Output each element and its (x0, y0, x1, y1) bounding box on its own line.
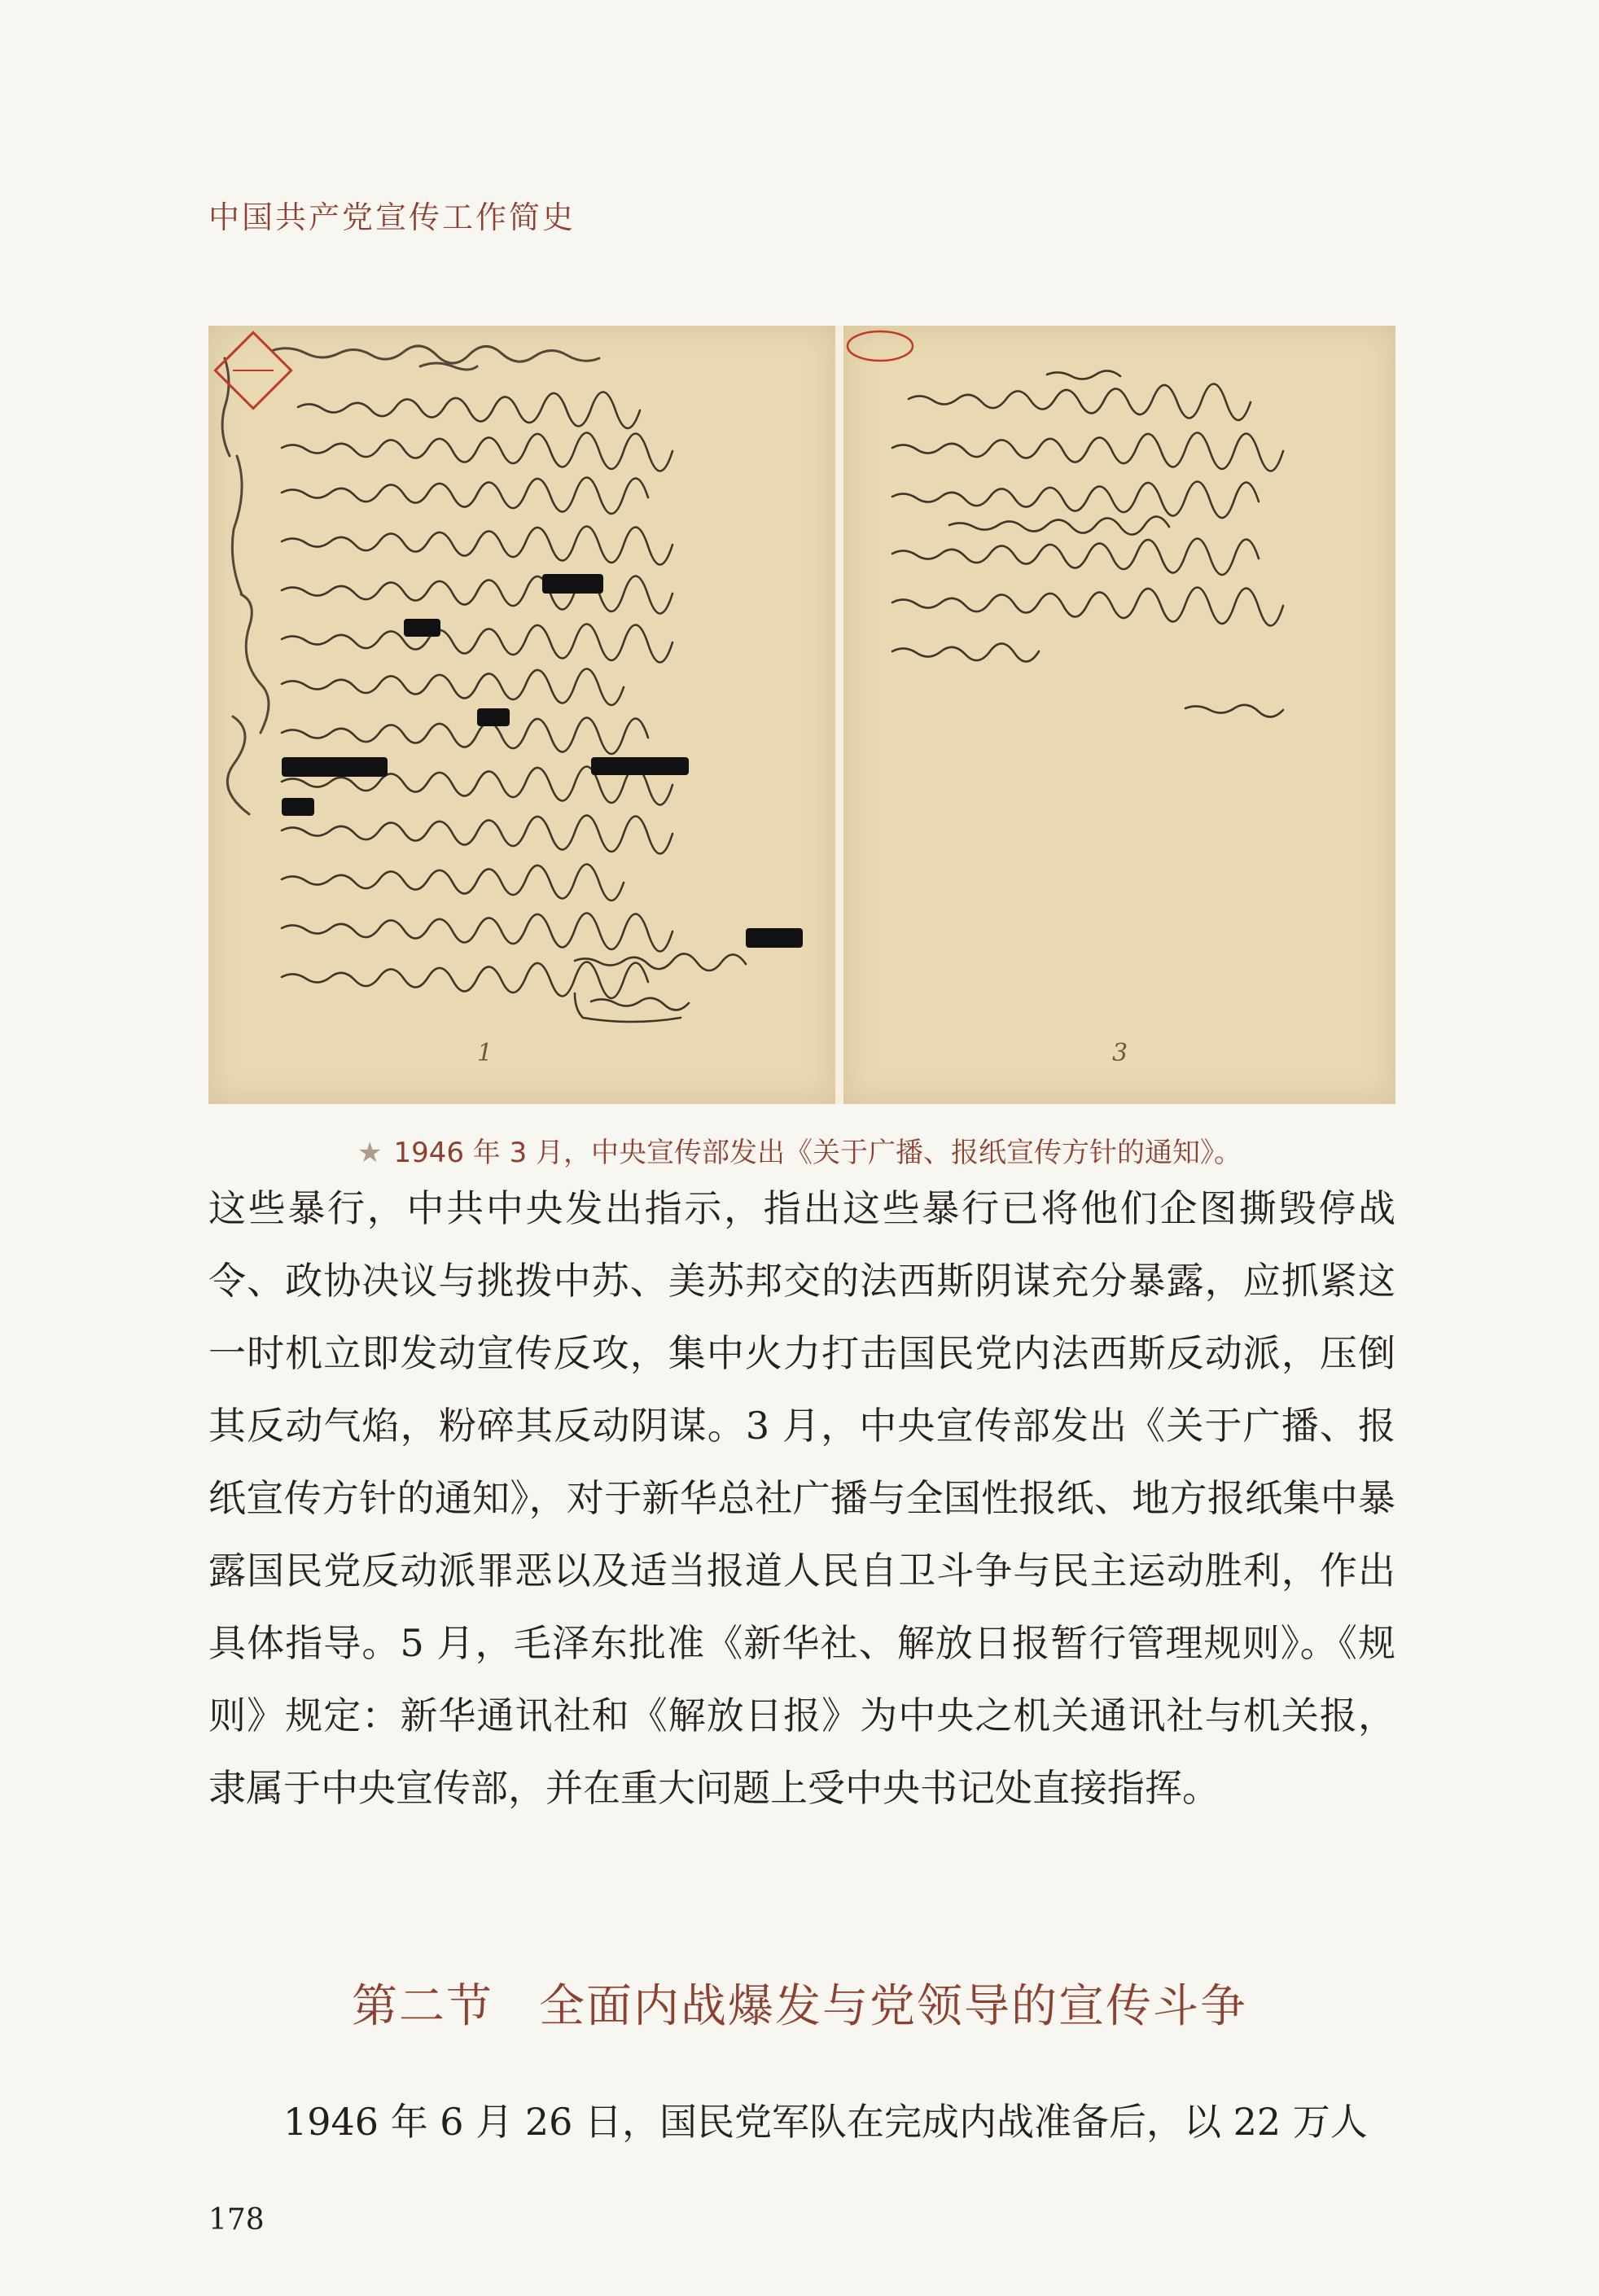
star-icon: ★ (357, 1137, 383, 1169)
document-page-number-left: 1 (477, 1039, 493, 1067)
archive-stamp-right (843, 326, 917, 366)
document-page-number-right: 3 (1112, 1039, 1128, 1067)
running-header: 中国共产党宣传工作简史 (208, 199, 576, 235)
archive-stamp-left (208, 326, 298, 415)
document-page-right (843, 326, 1395, 1104)
section-heading (0, 1970, 1599, 2035)
figure-caption (0, 1130, 1599, 1170)
body-paragraph-2: 1946 年 6 月 26 日，国民党军队在完成内战准备后，以 22 万人 (283, 2100, 1368, 2144)
document-page-left (208, 326, 835, 1104)
page-number: 178 (208, 2203, 265, 2237)
handwriting-left (208, 326, 835, 1104)
handwriting-right (843, 326, 1395, 1104)
document-figure (208, 326, 1395, 1104)
caption-text: 1946 年 3 月，中央宣传部发出《关于广播、报纸宣传方针的通知》。 (393, 1137, 1242, 1169)
document-divider (835, 326, 843, 1104)
section-title: 全面内战爆发与党领导的宣传斗争 (539, 1980, 1247, 2033)
body-paragraph-1: 这些暴行，中共中央发出指示，指出这些暴行已将他们企图撕毁停战令、政协决议与挑拨中苏、美苏邦交的法西斯阴谋充分暴露，应抓紧这一时机立即发动宣传反攻，集中火力打击国民党内法西斯反动派，压倒其反动气焰，粉碎其反动阴谋。3 月，中央宣传部发出《关于广播、报纸宣传方针的通知》，对于新华总社广播与全国性报纸、地方报纸集中暴露国民党反动派罪恶以及适当报道人民自卫斗争与民主运动胜利，作出具体指导。5 月，毛泽东批准《新华社、解放日报暂行管理规则》。《规则》规定：新华通讯社和《解放日报》为中央之机关通讯社与机关报，隶属于中央宣传部，并在重大问题上受中央书记处直接指挥。 (208, 1186, 1395, 1810)
section-number: 第二节 (352, 1980, 493, 2033)
